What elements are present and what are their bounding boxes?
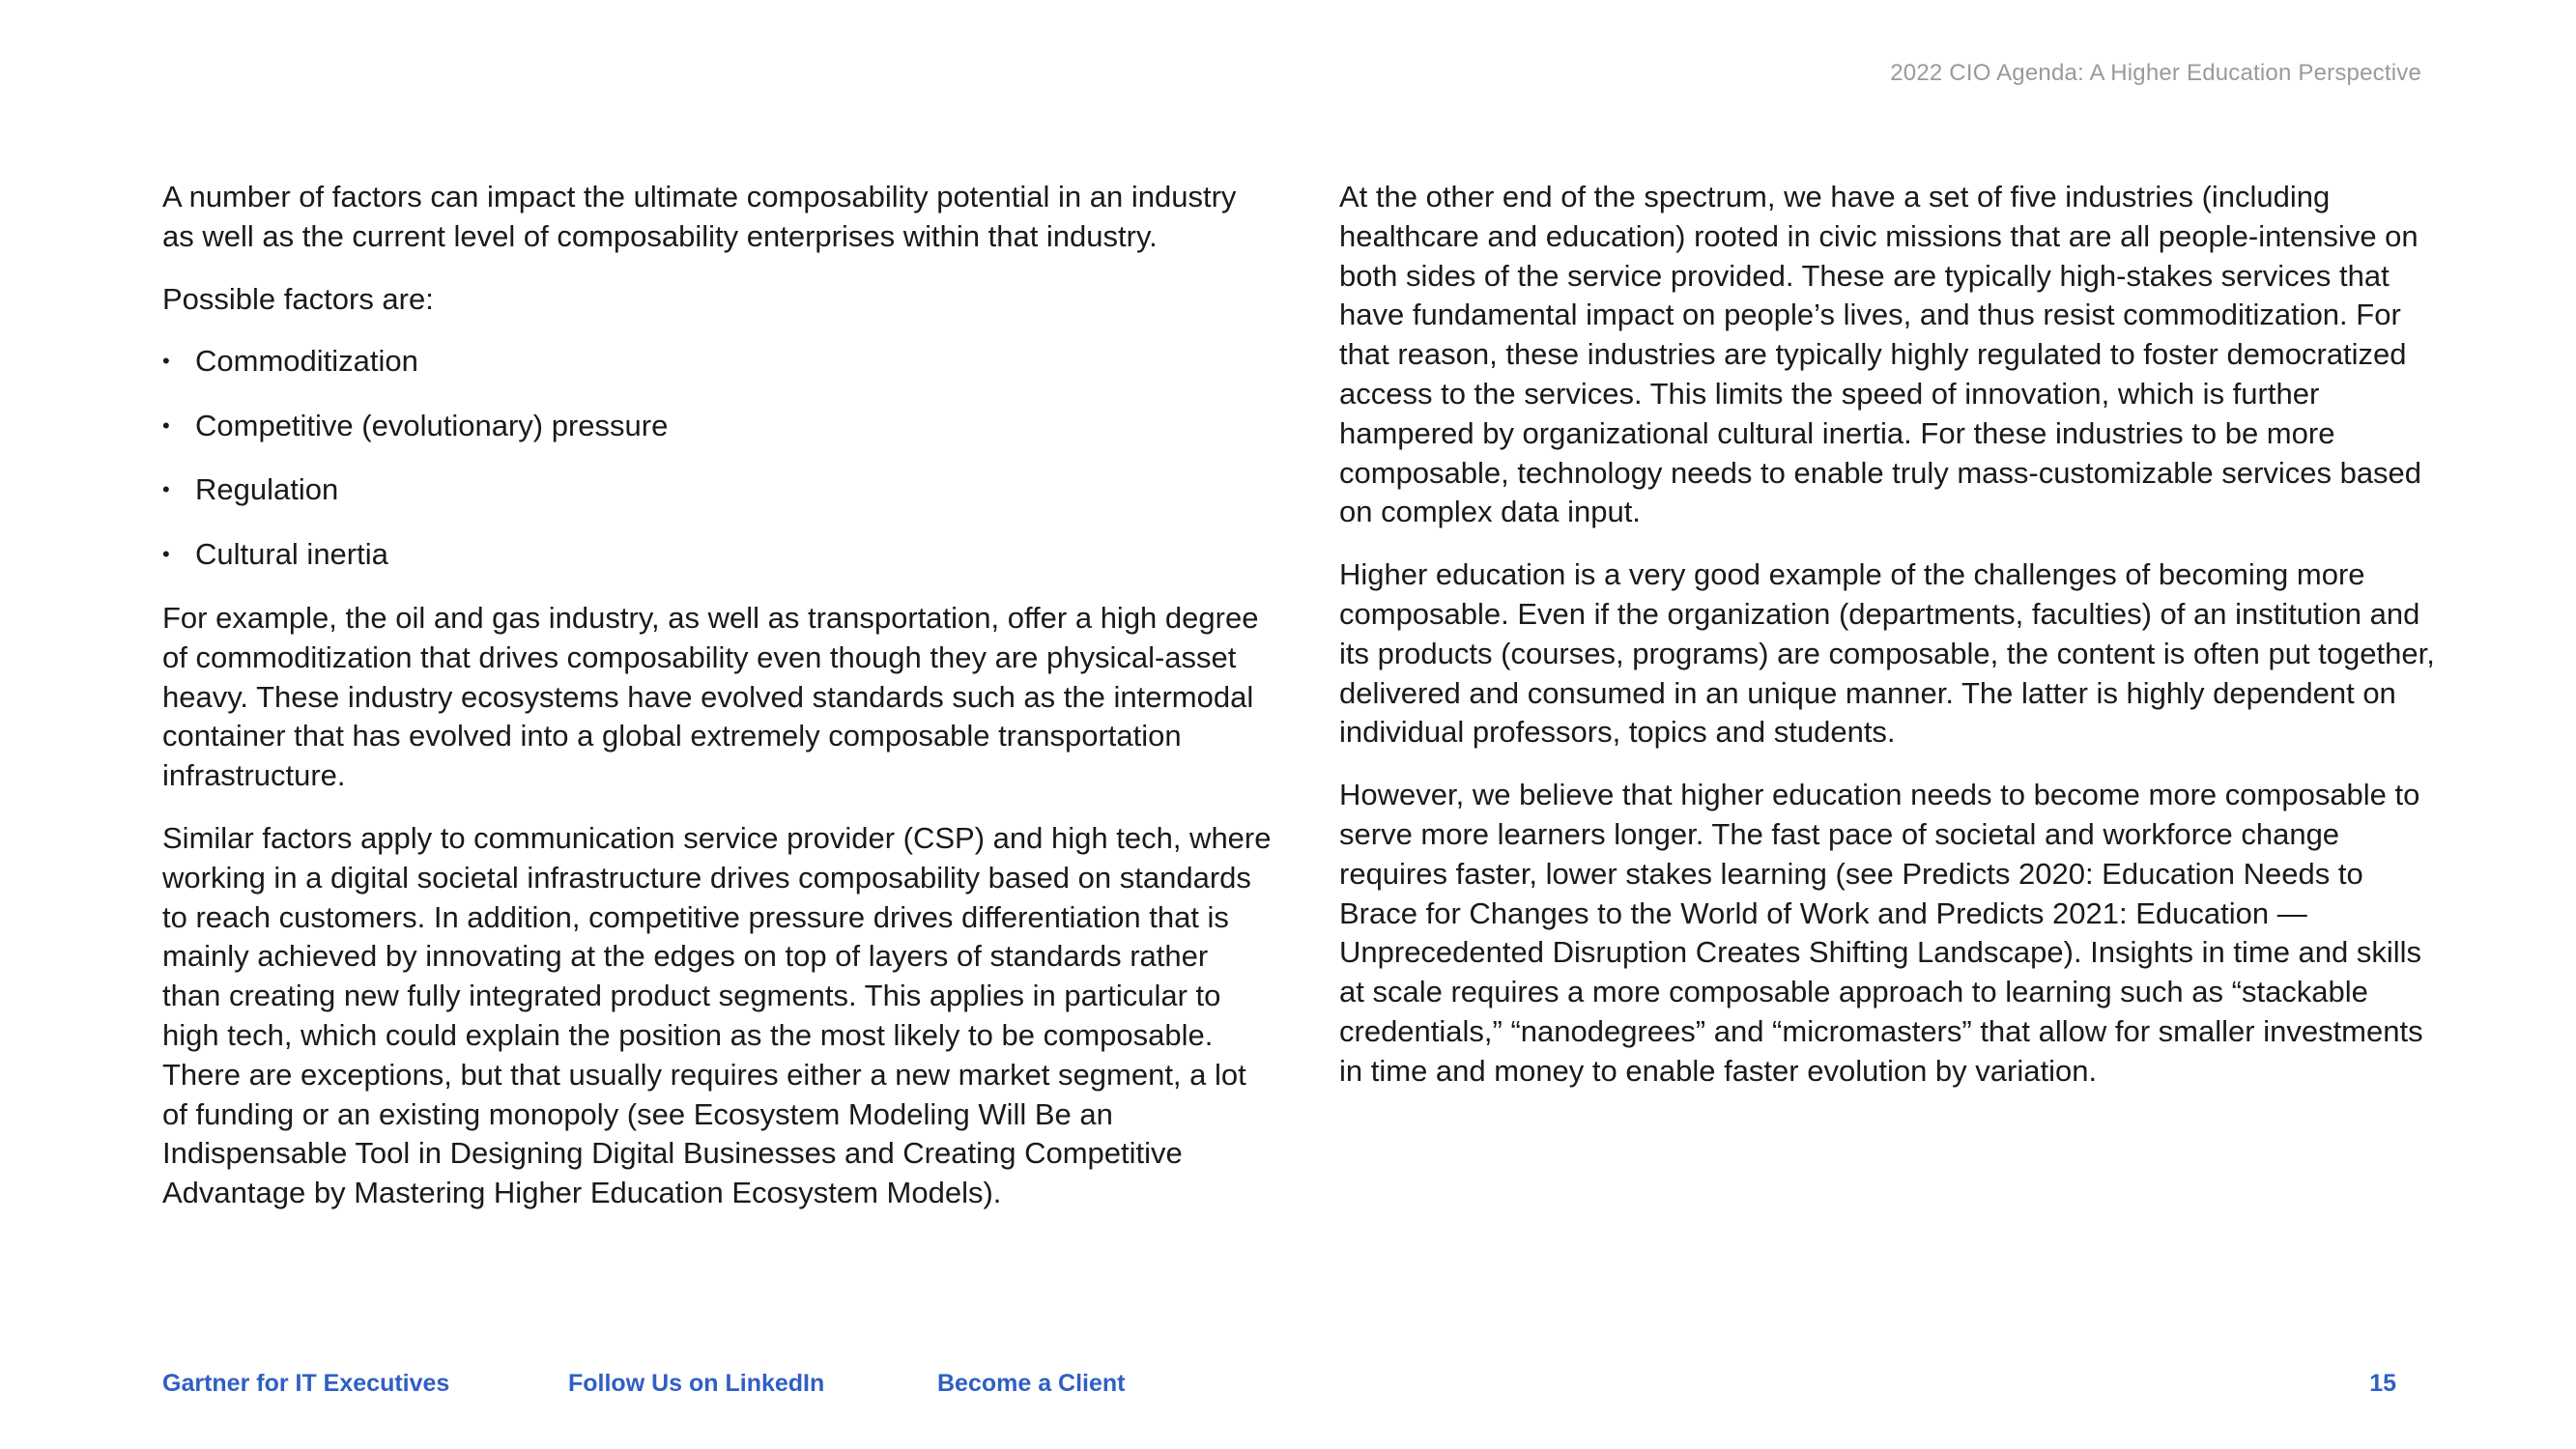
- list-item-label: Commoditization: [195, 344, 418, 379]
- follow-us-on-linkedin-link[interactable]: Follow Us on LinkedIn: [568, 1370, 825, 1397]
- bullet-icon: •: [162, 349, 170, 374]
- become-a-client-link[interactable]: Become a Client: [937, 1370, 1126, 1397]
- higher-education-paragraph: Higher education is a very good example of the challenges of becoming more composable. Even if the organization (departments, faculties) of an institution and its products (courses, programs) are composable, the content is often put together, delivered and consumed in an unique manner. The latter is highly dependent on individual professors, topics and students.: [1339, 557, 2435, 750]
- list-item-label: Competitive (evolutionary) pressure: [195, 408, 669, 442]
- document-header-title: 2022 CIO Agenda: A Higher Education Perspective: [1890, 60, 2421, 86]
- however-paragraph: However, we believe that higher education needs to become more composable to serve more learners longer. The fast pace of societal and workforce change requires faster, lower stakes learning (see Predicts 2020: Education Needs to Brace for Changes to the World of Work and Predicts 2021: Education — Unprecedented Disruption Creates Shifting Landscape). Insights in time and skills at scale requires a more composable approach to learning such as “stackable credentials,” “nanodegrees” and “micromasters” that allow for smaller investments in time and money to enable faster evolution by variation.: [1339, 778, 2423, 1088]
- bullet-icon: •: [162, 541, 170, 566]
- bullet-icon: •: [162, 477, 170, 502]
- list-item: [162, 470, 1274, 510]
- list-item-label: Regulation: [195, 472, 339, 507]
- page-number: 15: [2369, 1370, 2396, 1397]
- left-column: [162, 178, 1274, 1236]
- gartner-for-it-executives-link[interactable]: Gartner for IT Executives: [162, 1370, 450, 1397]
- factors-lead-paragraph: Possible factors are:: [162, 281, 434, 316]
- bullet-icon: •: [162, 412, 170, 438]
- list-item: [162, 407, 1274, 446]
- list-item: [162, 342, 1274, 382]
- list-item-label: Cultural inertia: [195, 536, 388, 571]
- spectrum-paragraph: At the other end of the spectrum, we have a set of five industries (including healthcare and education) rooted in civic missions that are all people-intensive on both sides of the service provided. These are typically high-stakes services that have fundamental impact on people’s lives, and thus resist commoditization. For that reason, these industries are typically highly regulated to foster democratized access to the services. This limits the speed of innovation, which is further hampered by organizational cultural inertia. For these industries to be more composable, technology needs to enable truly mass-customizable services based on complex data input.: [1339, 180, 2422, 529]
- oil-gas-paragraph: For example, the oil and gas industry, as well as transportation, offer a high degree of commoditization that drives composability even though they are physical-asset heavy. These industry ecosystems have evolved standards such as the intermodal container that has evolved into a global extremely composable transportation infrastructure.: [162, 600, 1259, 793]
- intro-paragraph: A number of factors can impact the ultimate composability potential in an industry as well as the current level of composability enterprises within that industry.: [162, 180, 1237, 253]
- list-item: [162, 535, 1274, 575]
- factors-list: [162, 342, 1274, 574]
- csp-paragraph: Similar factors apply to communication service provider (CSP) and high tech, where working in a digital societal infrastructure drives composability based on standards to reach customers. In addition, competitive pressure drives differentiation that is mainly achieved by innovating at the edges on top of layers of standards rather than creating new fully integrated product segments. This applies in particular to high tech, which could explain the position as the most likely to be composable. There are exceptions, but that usually requires either a new market segment, a lot of funding or an existing monopoly (see Ecosystem Modeling Will Be an Indispensable Tool in Designing Digital Businesses and Creating Competitive Advantage by Mastering Higher Education Ecosystem Models).: [162, 820, 1272, 1210]
- right-column: [1339, 178, 2441, 1115]
